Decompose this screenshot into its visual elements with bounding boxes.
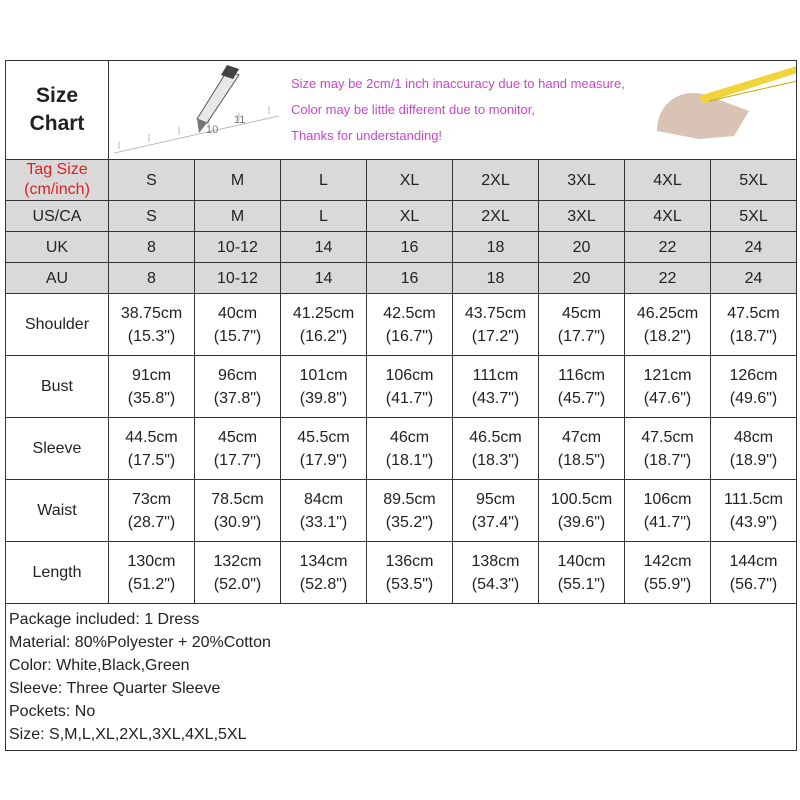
measure-cm: 78.5cm <box>211 490 264 508</box>
title-line-1: Size <box>35 84 79 107</box>
measure-inch: (52.8") <box>299 575 348 593</box>
measure-row <box>6 418 797 480</box>
measure-cell <box>195 294 281 356</box>
measure-cm: 96cm <box>217 366 258 384</box>
measure-inch: (28.7") <box>127 513 176 531</box>
pencil-ruler-icon <box>114 65 279 153</box>
measure-cm: 45.5cm <box>297 428 350 446</box>
size-cell: 5XL <box>711 160 797 201</box>
measure-inch: (18.2") <box>643 327 692 345</box>
measure-inch: (17.7") <box>557 327 606 345</box>
product-info-row <box>6 604 797 751</box>
au-label: AU <box>6 263 109 294</box>
measure-cm: 40cm <box>217 304 258 322</box>
measure-inch: (30.9") <box>213 513 262 531</box>
us-ca-cell: S <box>109 201 195 232</box>
product-info-line: Color: White,Black,Green <box>9 657 190 674</box>
tag-size-row <box>6 160 797 201</box>
measure-label: Bust <box>6 356 109 418</box>
measure-cell <box>195 356 281 418</box>
measure-inch: (18.7") <box>729 327 778 345</box>
measure-inch: (15.3") <box>127 327 176 345</box>
au-cell: 10-12 <box>195 263 281 294</box>
product-info-line: Pockets: No <box>9 703 96 720</box>
measure-inch: (43.7") <box>471 389 520 407</box>
measure-inch: (39.8") <box>299 389 348 407</box>
measure-cell <box>539 418 625 480</box>
measure-inch: (37.4") <box>471 513 520 531</box>
size-cell: 3XL <box>539 160 625 201</box>
measure-inch: (17.5") <box>127 451 176 469</box>
measure-inch: (18.3") <box>471 451 520 469</box>
measure-inch: (43.9") <box>729 513 778 531</box>
measure-cm: 136cm <box>385 552 434 570</box>
measure-cm: 111cm <box>472 366 519 384</box>
measure-cell <box>625 294 711 356</box>
measure-cm: 45cm <box>217 428 258 446</box>
note-line: Color may be little different due to monitor, <box>291 102 535 117</box>
au-cell: 20 <box>539 263 625 294</box>
measure-cell <box>195 418 281 480</box>
tag-size-label <box>6 160 109 201</box>
measure-row <box>6 480 797 542</box>
us-ca-cell: L <box>281 201 367 232</box>
measure-inch: (53.5") <box>385 575 434 593</box>
measure-inch: (47.6") <box>643 389 692 407</box>
measure-cm: 43.75cm <box>464 304 527 322</box>
measure-cm: 73cm <box>131 490 172 508</box>
measure-label: Sleeve <box>6 418 109 480</box>
measure-cell <box>539 542 625 604</box>
measure-cell <box>453 294 539 356</box>
measure-cell <box>367 418 453 480</box>
measure-cm: 95cm <box>475 490 516 508</box>
measure-inch: (41.7") <box>643 513 692 531</box>
product-info-line: Package included: 1 Dress <box>9 611 200 628</box>
measure-cell <box>625 542 711 604</box>
measure-cell <box>367 294 453 356</box>
measure-inch: (49.6") <box>729 389 778 407</box>
measure-cm: 121cm <box>643 366 692 384</box>
au-cell: 18 <box>453 263 539 294</box>
size-cell: M <box>195 160 281 201</box>
measure-cell <box>539 294 625 356</box>
us-ca-cell: 2XL <box>453 201 539 232</box>
measure-cell <box>539 356 625 418</box>
measure-cell <box>625 356 711 418</box>
measure-cell <box>711 356 797 418</box>
uk-label: UK <box>6 232 109 263</box>
measure-cell <box>109 294 195 356</box>
product-info-line: Sleeve: Three Quarter Sleeve <box>9 680 221 697</box>
measure-inch: (18.9") <box>729 451 778 469</box>
measure-inch: (51.2") <box>127 575 176 593</box>
uk-cell: 8 <box>109 232 195 263</box>
measure-cell <box>625 418 711 480</box>
title-line-2: Chart <box>29 112 85 135</box>
us-ca-cell: 3XL <box>539 201 625 232</box>
measure-cm: 138cm <box>471 552 520 570</box>
measure-cell <box>109 356 195 418</box>
measure-inch: (16.2") <box>299 327 348 345</box>
measure-cm: 142cm <box>643 552 692 570</box>
measure-cm: 46cm <box>389 428 430 446</box>
product-info-line: Size: S,M,L,XL,2XL,3XL,4XL,5XL <box>9 726 247 743</box>
measure-inch: (45.7") <box>557 389 606 407</box>
ruler-label-11: 11 <box>234 114 246 126</box>
measure-cm: 116cm <box>558 366 605 384</box>
measure-cell <box>711 294 797 356</box>
product-info-cell <box>6 604 797 751</box>
measure-inch: (37.8") <box>213 389 262 407</box>
measure-inch: (52.0") <box>213 575 262 593</box>
note-line: Size may be 2cm/1 inch inaccuracy due to hand measure, <box>291 76 625 91</box>
tape-measure-hand-icon <box>657 66 796 139</box>
measure-inch: (54.3") <box>471 575 520 593</box>
measure-cm: 100.5cm <box>550 490 613 508</box>
measure-cm: 45cm <box>561 304 602 322</box>
measure-cm: 134cm <box>299 552 348 570</box>
measure-inch: (18.7") <box>643 451 692 469</box>
measure-cm: 47cm <box>561 428 602 446</box>
measure-cell <box>453 542 539 604</box>
size-cell: S <box>109 160 195 201</box>
measure-cm: 89.5cm <box>383 490 436 508</box>
measure-inch: (39.6") <box>557 513 606 531</box>
us-ca-cell: 4XL <box>625 201 711 232</box>
measure-cell <box>109 542 195 604</box>
measure-cell <box>195 480 281 542</box>
size-cell: L <box>281 160 367 201</box>
notes-list <box>291 71 625 149</box>
au-cell: 16 <box>367 263 453 294</box>
measure-cell <box>453 418 539 480</box>
us-ca-cell: XL <box>367 201 453 232</box>
au-cell: 8 <box>109 263 195 294</box>
measure-cm: 38.75cm <box>120 304 183 322</box>
measure-cm: 106cm <box>385 366 434 384</box>
uk-row <box>6 232 797 263</box>
measure-row <box>6 542 797 604</box>
measure-inch: (35.8") <box>127 389 176 407</box>
us-ca-row <box>6 201 797 232</box>
measure-cell <box>711 542 797 604</box>
size-chart-title <box>6 61 109 160</box>
measure-inch: (15.7") <box>213 327 262 345</box>
measure-cm: 47.5cm <box>727 304 780 322</box>
size-chart-table <box>5 60 797 751</box>
measure-label: Waist <box>6 480 109 542</box>
product-info-line: Material: 80%Polyester + 20%Cotton <box>9 634 271 651</box>
measure-cm: 46.5cm <box>469 428 522 446</box>
uk-cell: 18 <box>453 232 539 263</box>
measure-cell <box>367 356 453 418</box>
measure-row <box>6 356 797 418</box>
measure-inch: (18.5") <box>557 451 606 469</box>
measure-cm: 44.5cm <box>125 428 178 446</box>
measure-cell <box>281 480 367 542</box>
measure-cell <box>539 480 625 542</box>
measure-cm: 130cm <box>127 552 176 570</box>
measure-inch: (16.7") <box>385 327 434 345</box>
tag-size-label-line-2: (cm/inch) <box>24 181 90 198</box>
size-cell: XL <box>367 160 453 201</box>
measure-cell <box>711 480 797 542</box>
uk-cell: 16 <box>367 232 453 263</box>
header-row <box>6 61 797 160</box>
notes-banner <box>109 61 797 160</box>
measure-inch: (17.7") <box>213 451 262 469</box>
measure-cm: 41.25cm <box>292 304 355 322</box>
measure-cell <box>453 480 539 542</box>
measure-cell <box>281 356 367 418</box>
measure-cell <box>195 542 281 604</box>
measure-inch: (33.1") <box>299 513 348 531</box>
measure-cm: 91cm <box>131 366 172 384</box>
measure-inch: (18.1") <box>385 451 434 469</box>
us-ca-label: US/CA <box>6 201 109 232</box>
measure-cell <box>281 542 367 604</box>
uk-cell: 24 <box>711 232 797 263</box>
ruler-label-10: 10 <box>206 124 219 136</box>
measure-cell <box>109 480 195 542</box>
measure-cell <box>281 418 367 480</box>
tag-size-label-line-1: Tag Size <box>26 161 88 178</box>
measure-cm: 46.25cm <box>636 304 699 322</box>
measure-cm: 106cm <box>643 490 692 508</box>
measure-cm: 84cm <box>303 490 344 508</box>
us-ca-cell: 5XL <box>711 201 797 232</box>
measure-inch: (55.1") <box>557 575 606 593</box>
measure-cm: 126cm <box>729 366 778 384</box>
measure-cm: 132cm <box>213 552 262 570</box>
au-cell: 14 <box>281 263 367 294</box>
measure-cell <box>711 418 797 480</box>
measure-cm: 144cm <box>729 552 778 570</box>
measure-inch: (35.2") <box>385 513 434 531</box>
uk-cell: 22 <box>625 232 711 263</box>
measure-label: Shoulder <box>6 294 109 356</box>
measure-cell <box>625 480 711 542</box>
measure-cell <box>367 480 453 542</box>
measure-inch: (56.7") <box>729 575 778 593</box>
measure-cell <box>109 418 195 480</box>
au-row <box>6 263 797 294</box>
us-ca-cell: M <box>195 201 281 232</box>
measure-row <box>6 294 797 356</box>
measure-cm: 101cm <box>299 366 348 384</box>
uk-cell: 14 <box>281 232 367 263</box>
measure-cm: 47.5cm <box>641 428 694 446</box>
size-cell: 4XL <box>625 160 711 201</box>
measure-cm: 42.5cm <box>383 304 436 322</box>
au-cell: 24 <box>711 263 797 294</box>
measure-cm: 48cm <box>733 428 774 446</box>
size-cell: 2XL <box>453 160 539 201</box>
measure-label: Length <box>6 542 109 604</box>
measure-cell <box>367 542 453 604</box>
measure-cell <box>281 294 367 356</box>
measure-cm: 140cm <box>557 552 606 570</box>
uk-cell: 20 <box>539 232 625 263</box>
measure-inch: (55.9") <box>643 575 692 593</box>
measure-cm: 111.5cm <box>724 490 783 508</box>
uk-cell: 10-12 <box>195 232 281 263</box>
measure-cell <box>453 356 539 418</box>
note-line: Thanks for understanding! <box>291 128 443 143</box>
measure-inch: (17.2") <box>471 327 520 345</box>
measure-inch: (41.7") <box>385 389 434 407</box>
measure-inch: (17.9") <box>299 451 348 469</box>
au-cell: 22 <box>625 263 711 294</box>
